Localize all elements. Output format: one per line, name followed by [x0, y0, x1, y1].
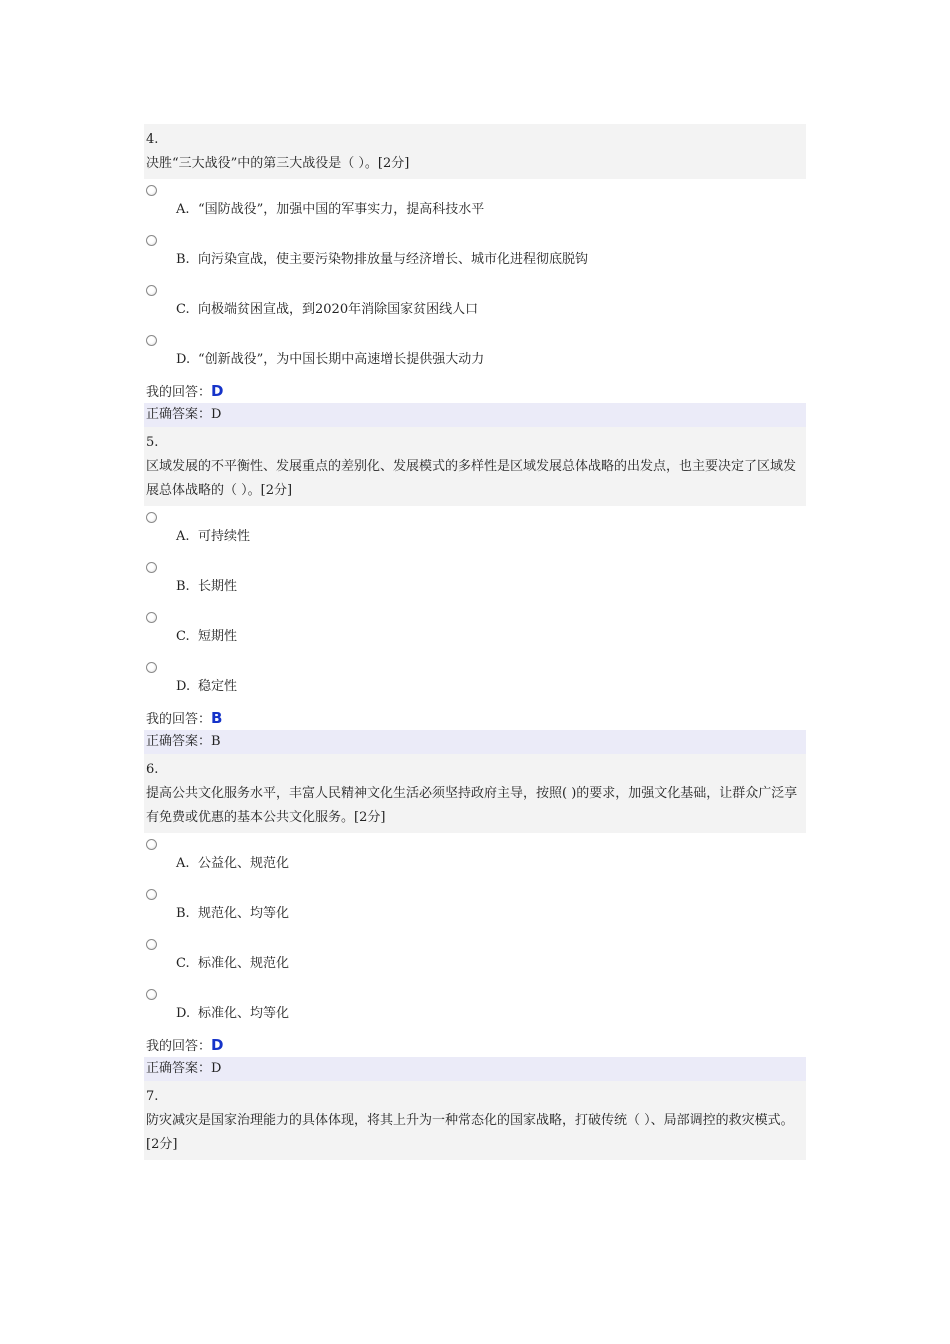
correct-answer: 正确答案：D	[144, 403, 806, 427]
option-text: 长期性	[198, 579, 238, 594]
radio-button[interactable]	[146, 889, 157, 900]
option-text: “国防战役”，加强中国的军事实力，提高科技水平	[198, 202, 485, 217]
option-text: 稳定性	[198, 679, 238, 694]
option-text: 标准化、规范化	[198, 956, 290, 971]
question-list	[144, 124, 806, 1160]
option-letter: B.	[176, 252, 190, 267]
option-b[interactable]	[144, 229, 806, 279]
option-letter: D.	[176, 679, 191, 694]
question-number: 4.	[146, 132, 159, 147]
option-text: 标准化、均等化	[198, 1006, 290, 1021]
radio-button[interactable]	[146, 185, 157, 196]
radio-button[interactable]	[146, 335, 157, 346]
question-number: 6.	[146, 762, 159, 777]
option-letter: A.	[176, 202, 190, 217]
question-number: 7.	[146, 1089, 159, 1104]
question-text: 防灾减灾是国家治理能力的具体体现，将其上升为一种常态化的国家战略，打破传统（ ）、局部调控的救灾模式。[2分]	[146, 1113, 794, 1152]
my-answer-value: D	[211, 1036, 224, 1054]
option-text: 公益化、规范化	[198, 856, 290, 871]
my-answer-value: B	[211, 709, 223, 727]
question-header	[144, 754, 806, 833]
radio-button[interactable]	[146, 662, 157, 673]
question-header	[144, 427, 806, 506]
option-letter: D.	[176, 1006, 191, 1021]
option-c[interactable]	[144, 933, 806, 983]
radio-button[interactable]	[146, 285, 157, 296]
option-letter: C.	[176, 956, 190, 971]
question-header	[144, 1081, 806, 1160]
radio-button[interactable]	[146, 939, 157, 950]
option-a[interactable]	[144, 506, 806, 556]
question-text: 提高公共文化服务水平，丰富人民精神文化生活必须坚持政府主导，按照( )的要求，加强文化基础，让群众广泛享有免费或优惠的基本公共文化服务。[2分]	[146, 786, 798, 825]
option-letter: A.	[176, 529, 190, 544]
option-text: 向极端贫困宣战，到2020年消除国家贫困线人口	[198, 302, 479, 317]
radio-button[interactable]	[146, 989, 157, 1000]
question-text: 决胜“三大战役”中的第三大战役是（ ）。[2分]	[146, 156, 410, 171]
radio-button[interactable]	[146, 839, 157, 850]
option-a[interactable]	[144, 179, 806, 229]
radio-button[interactable]	[146, 612, 157, 623]
my-answer-value: D	[211, 382, 224, 400]
correct-answer: 正确答案：B	[144, 730, 806, 754]
option-letter: B.	[176, 579, 190, 594]
option-c[interactable]	[144, 606, 806, 656]
option-d[interactable]	[144, 329, 806, 379]
option-text: 可持续性	[198, 529, 251, 544]
option-letter: A.	[176, 856, 190, 871]
radio-button[interactable]	[146, 512, 157, 523]
correct-answer: 正确答案：D	[144, 1057, 806, 1081]
option-letter: C.	[176, 302, 190, 317]
option-d[interactable]	[144, 656, 806, 706]
option-letter: B.	[176, 906, 190, 921]
option-b[interactable]	[144, 883, 806, 933]
option-text: 短期性	[198, 629, 238, 644]
option-d[interactable]	[144, 983, 806, 1033]
option-text: 规范化、均等化	[198, 906, 290, 921]
my-answer: 我的回答：D	[146, 1036, 224, 1054]
radio-button[interactable]	[146, 235, 157, 246]
option-text: “创新战役”，为中国长期中高速增长提供强大动力	[198, 352, 485, 367]
my-answer: 我的回答：D	[146, 382, 224, 400]
radio-button[interactable]	[146, 562, 157, 573]
my-answer: 我的回答：B	[146, 709, 223, 727]
question-text: 区域发展的不平衡性、发展重点的差别化、发展模式的多样性是区域发展总体战略的出发点，也主要决定了区域发展总体战略的（ ）。[2分]	[146, 459, 797, 498]
question-header	[144, 124, 806, 179]
option-c[interactable]	[144, 279, 806, 329]
option-letter: D.	[176, 352, 191, 367]
option-b[interactable]	[144, 556, 806, 606]
option-a[interactable]	[144, 833, 806, 883]
option-letter: C.	[176, 629, 190, 644]
option-text: 向污染宣战，使主要污染物排放量与经济增长、城市化进程彻底脱钩	[198, 252, 589, 267]
question-number: 5.	[146, 435, 159, 450]
